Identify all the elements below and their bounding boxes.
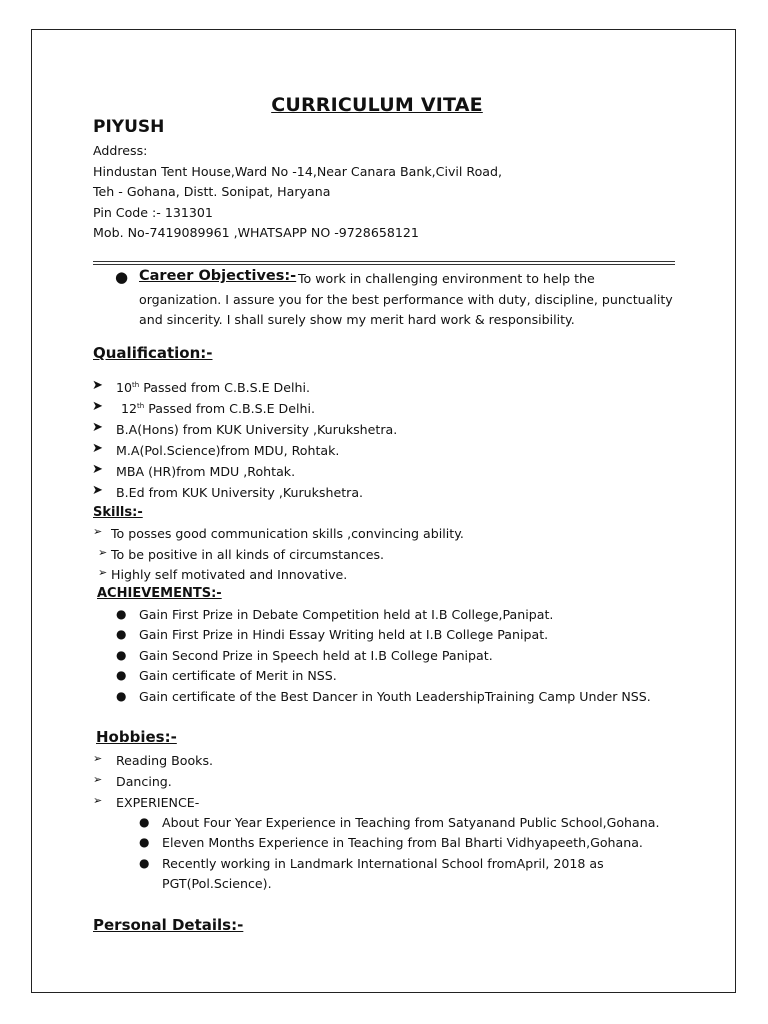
document-title: CURRICULUM VITAE <box>271 94 483 116</box>
skill-item-3: Highly self motivated and Innovative. <box>111 567 348 582</box>
experience-item-3-continuation: PGT(Pol.Science). <box>162 876 272 891</box>
bullet-icon: ● <box>116 689 127 703</box>
hobbies-heading: Hobbies:- <box>96 728 177 746</box>
arrow-bullet-icon: ➤ <box>92 462 103 477</box>
bullet-icon: ● <box>116 627 127 641</box>
experience-item-1: About Four Year Experience in Teaching from Satyanand Public School,Gohana. <box>162 815 660 830</box>
bullet-icon: ● <box>139 856 150 870</box>
achievements-heading: ACHIEVEMENTS:- <box>97 586 222 601</box>
bullet-icon: ● <box>116 648 127 662</box>
experience-item-2: Eleven Months Experience in Teaching from Bal Bharti Vidhyapeeth,Gohana. <box>162 835 643 850</box>
arrow-bullet-icon: ➢ <box>93 773 103 786</box>
divider-bottom <box>93 264 675 265</box>
arrow-bullet-icon: ➢ <box>98 546 108 559</box>
qualification-item-2: 12th Passed from C.B.S.E Delhi. <box>121 401 315 416</box>
experience-item-3: Recently working in Landmark International School fromApril, 2018 as <box>162 856 604 871</box>
qualification-item-5: MBA (HR)from MDU ,Rohtak. <box>116 464 296 479</box>
skill-item-2: To be positive in all kinds of circumstances. <box>111 547 385 562</box>
skills-heading: Skills:- <box>93 505 143 520</box>
arrow-bullet-icon: ➢ <box>93 794 103 807</box>
personal-details-heading: Personal Details:- <box>93 916 244 934</box>
achievement-item-3: Gain Second Prize in Speech held at I.B College Panipat. <box>139 648 493 663</box>
hobby-item-1: Reading Books. <box>116 753 214 768</box>
qualification-item-6: B.Ed from KUK University ,Kurukshetra. <box>116 485 364 500</box>
career-line-1: To work in challenging environment to help the <box>298 271 595 286</box>
arrow-bullet-icon: ➢ <box>93 752 103 765</box>
bullet-icon: ● <box>139 835 150 849</box>
skill-item-1: To posses good communication skills ,convincing ability. <box>111 526 464 541</box>
hobby-item-2: Dancing. <box>116 774 172 789</box>
bullet-icon: ● <box>116 607 127 621</box>
career-heading: Career Objectives:- <box>139 268 297 284</box>
address-line-2: Teh - Gohana, Distt. Sonipat, Haryana <box>93 184 331 199</box>
qualification-item-4: M.A(Pol.Science)from MDU, Rohtak. <box>116 443 340 458</box>
qualification-item-1: 10th Passed from C.B.S.E Delhi. <box>116 380 310 395</box>
career-line-3: and sincerity. I shall surely show my merit hard work & responsibility. <box>139 312 575 327</box>
qualification-heading: Qualification:- <box>93 344 213 362</box>
qualification-item-3: B.A(Hons) from KUK University ,Kurukshetra. <box>116 422 398 437</box>
mobile-number: Mob. No-7419089961 ,WHATSAPP NO -9728658121 <box>93 225 419 240</box>
divider-top <box>93 261 675 262</box>
achievement-item-4: Gain certificate of Merit in NSS. <box>139 668 337 683</box>
bullet-icon: ● <box>115 268 129 286</box>
career-line-2: organization. I assure you for the best performance with duty, discipline, punctuality <box>139 292 673 307</box>
arrow-bullet-icon: ➤ <box>92 441 103 456</box>
achievement-item-2: Gain First Prize in Hindi Essay Writing held at I.B College Panipat. <box>139 627 549 642</box>
hobby-item-3: EXPERIENCE- <box>116 795 200 810</box>
arrow-bullet-icon: ➢ <box>93 525 103 538</box>
arrow-bullet-icon: ➤ <box>92 420 103 435</box>
arrow-bullet-icon: ➢ <box>98 566 108 579</box>
address-line-1: Hindustan Tent House,Ward No -14,Near Canara Bank,Civil Road, <box>93 164 502 179</box>
achievement-item-5: Gain certificate of the Best Dancer in Youth LeadershipTraining Camp Under NSS. <box>139 689 651 704</box>
bullet-icon: ● <box>116 668 127 682</box>
arrow-bullet-icon: ➤ <box>92 483 103 498</box>
arrow-bullet-icon: ➤ <box>92 399 103 414</box>
resume-page <box>31 29 736 993</box>
candidate-name: PIYUSH <box>93 117 165 137</box>
bullet-icon: ● <box>139 815 150 829</box>
achievement-item-1: Gain First Prize in Debate Competition held at I.B College,Panipat. <box>139 607 554 622</box>
address-label: Address: <box>93 143 148 158</box>
arrow-bullet-icon: ➤ <box>92 378 103 393</box>
pin-code: Pin Code :- 131301 <box>93 205 213 220</box>
